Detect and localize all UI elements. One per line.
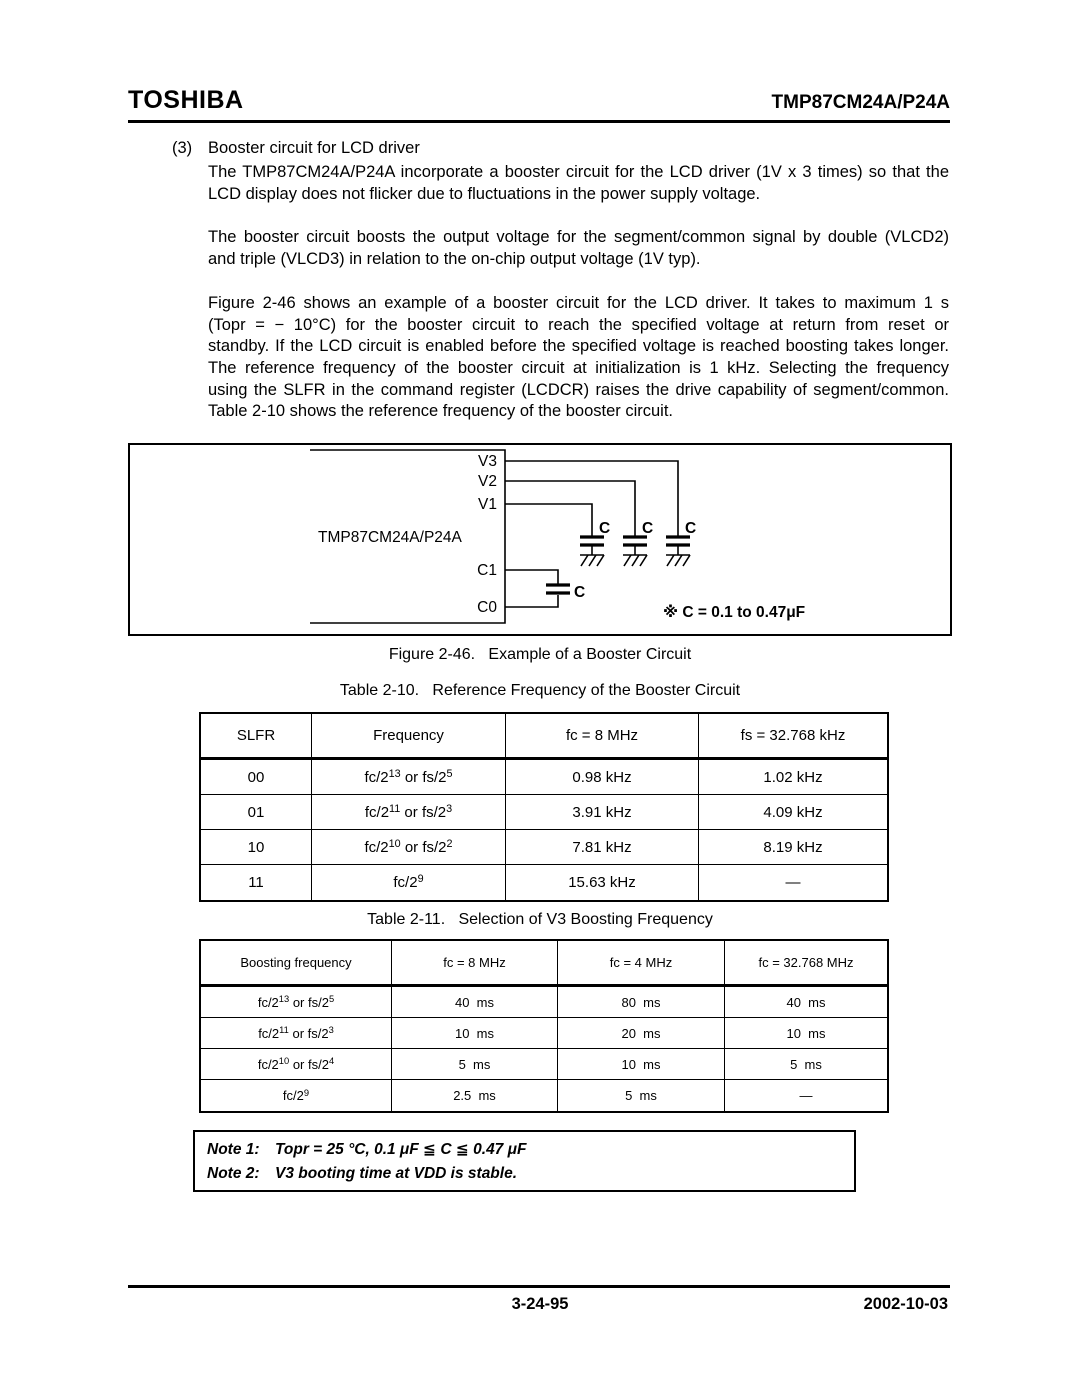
capacitor-icon (623, 537, 647, 566)
table-cell (506, 830, 699, 865)
cell-text: 80 ms (621, 994, 661, 1010)
paragraph (208, 227, 949, 270)
table-cell (201, 1018, 392, 1049)
note-text: V3 booting time at VDD is stable. (275, 1165, 518, 1182)
header-rule (128, 120, 950, 123)
table-reference-frequency (199, 712, 889, 902)
table-cell (725, 1049, 887, 1080)
cell-text: 8.19 kHz (763, 838, 823, 856)
toshiba-logo: TOSHIBA (128, 86, 244, 114)
cell-text: 3.91 kHz (572, 803, 632, 821)
section-number: (3) (172, 139, 193, 157)
cell-text: SLFR (236, 727, 276, 744)
footer-rule (128, 1285, 950, 1288)
cell-text: 01 (247, 803, 265, 821)
figure-box (128, 443, 952, 636)
table-header-cell (312, 714, 506, 760)
table-header-cell (506, 714, 699, 760)
cell-text: fc = 4 MHz (609, 955, 673, 970)
cell-text: 10 ms (454, 1025, 494, 1041)
table-cell (312, 760, 506, 795)
table-cell (699, 865, 887, 900)
table-header-cell (699, 714, 887, 760)
note-label: Note 2: (207, 1165, 260, 1182)
note-text: Topr = 25 °C, 0.1 μF ≦ C ≦ 0.47 μF (275, 1141, 527, 1158)
pin-c0-label: C0 (477, 599, 497, 616)
table-cell (392, 1018, 558, 1049)
table-cell (201, 1049, 392, 1080)
table-cell (699, 760, 887, 795)
booster-circuit-diagram (130, 445, 950, 634)
chip-label: TMP87CM24A/P24A (318, 529, 462, 546)
cell-text: Frequency (373, 727, 444, 744)
cap-label: C (685, 520, 697, 537)
cell-text: 4.09 kHz (763, 803, 823, 821)
capacitance-note: ※ C = 0.1 to 0.47μF (663, 604, 806, 621)
ground-icon (667, 555, 690, 566)
cell-text: 10 ms (621, 1056, 661, 1072)
cell-text: 7.81 kHz (572, 838, 632, 856)
table-cell (506, 795, 699, 830)
cell-text: 5 ms (790, 1056, 822, 1072)
table-2-10-caption: Table 2-10. Reference Frequency of the Booster Circuit (339, 682, 741, 699)
paragraphs (208, 162, 949, 423)
cell-text: 10 ms (786, 1025, 826, 1041)
note-item (207, 1138, 854, 1162)
table-cell (558, 987, 725, 1018)
ground-icon (581, 555, 604, 566)
cell-text: fc = 8 MHz (565, 727, 639, 744)
table-cell (392, 1049, 558, 1080)
footer-page-number: 3-24-95 (511, 1295, 569, 1313)
section-title: Booster circuit for LCD driver (208, 139, 420, 157)
cell-text: 20 ms (621, 1025, 661, 1041)
table-cell (201, 987, 392, 1018)
table-cell (392, 987, 558, 1018)
cell-text: Boosting frequency (240, 955, 352, 970)
table-boosting-frequency (199, 939, 889, 1113)
note-label: Note 1: (207, 1141, 260, 1158)
text-line: Figure 2-46 shows an example of a booster circuit for the LCD driver. It takes to maximum 1 s (208, 293, 949, 312)
table-cell (725, 987, 887, 1018)
text-line: Table 2-10 shows the reference frequency of the booster circuit. (208, 402, 674, 421)
capacitor-icon (666, 537, 690, 566)
cell-text: 40 ms (786, 994, 826, 1010)
pin-v1-label: V1 (478, 496, 497, 513)
table-cell (201, 1080, 392, 1111)
paragraph (208, 293, 949, 423)
cell-text: 40 ms (454, 994, 494, 1010)
cell-text: $fc/2^9$ (393, 873, 424, 891)
cell-text: 5 ms (625, 1088, 657, 1103)
cap-label: C (599, 520, 611, 537)
cell-text: $fc/2^{11}$ or $fs/2^3$ (258, 1025, 334, 1041)
table-cell (312, 865, 506, 900)
table-cell (699, 795, 887, 830)
text-line: LCD display does not flicker due to fluctuations in the power supply voltage. (208, 184, 761, 203)
ground-icon (624, 555, 647, 566)
cell-text: 1.02 kHz (763, 768, 823, 786)
table-cell (201, 760, 312, 795)
text-line: using the SLFR in the command register (LCDCR) raises the drive capability of segment/common. (208, 380, 949, 399)
table-cell (312, 795, 506, 830)
table-cell (201, 795, 312, 830)
table-cell (201, 830, 312, 865)
text-line: (Topr = − 10°C) for the booster circuit to reach the specified voltage at return from reset or (208, 315, 949, 334)
cell-text: 0.98 kHz (572, 768, 632, 786)
cell-text: — (785, 874, 801, 891)
cell-text: $fc/2^{13}$ or $fs/2^5$ (364, 767, 453, 786)
text-line: standby. If the LCD circuit is enabled before the specified voltage is reached boosting takes longer. (208, 337, 949, 356)
pin-v2-label: V2 (478, 473, 497, 490)
table-cell (506, 760, 699, 795)
cell-text: fc = 32.768 MHz (758, 955, 854, 970)
cell-text: 15.63 kHz (568, 874, 636, 891)
pin-v3-label: V3 (478, 453, 497, 470)
table-header-cell (558, 941, 725, 987)
cell-text: $fc/2^{10}$ or $fs/2^2$ (364, 837, 453, 856)
table-cell (725, 1080, 887, 1111)
cell-text: 10 (247, 838, 265, 856)
cell-text: 00 (247, 768, 265, 786)
cell-text: 2.5 ms (453, 1088, 496, 1103)
cap-label: C (642, 520, 654, 537)
table-cell (201, 865, 312, 900)
cap-label: C (574, 584, 586, 601)
cell-text: — (799, 1088, 813, 1103)
capacitor-icon (580, 537, 604, 566)
text-line: The booster circuit boosts the output voltage for the segment/common signal by double (VLCD2) (208, 228, 949, 247)
part-number: TMP87CM24A/P24A (771, 92, 950, 113)
table-cell (392, 1080, 558, 1111)
table-cell (506, 865, 699, 900)
table-header-cell (201, 941, 392, 987)
figure-caption: Figure 2-46. Example of a Booster Circuit (388, 646, 692, 663)
table-cell (725, 1018, 887, 1049)
table-header-cell (392, 941, 558, 987)
table-cell (558, 1018, 725, 1049)
text-line: and triple (VLCD3) in relation to the on-chip output voltage (1V typ). (208, 250, 701, 269)
capacitor-icon (546, 585, 570, 593)
table-2-11-caption: Table 2-11. Selection of V3 Boosting Frequency (367, 911, 713, 928)
pin-c1-label: C1 (477, 562, 497, 579)
cell-text: 11 (248, 874, 264, 891)
text-line: The reference frequency of the booster circuit at initialization is 1 kHz. Selecting the frequency (208, 358, 949, 377)
text-line: The TMP87CM24A/P24A incorporate a booster circuit for the LCD driver (1V x 3 times) so that the (208, 163, 949, 181)
table-cell (558, 1049, 725, 1080)
table-header-cell (201, 714, 312, 760)
footer-date: 2002-10-03 (863, 1295, 948, 1313)
paragraph (208, 162, 949, 205)
cell-text: $fc/2^9$ (282, 1087, 310, 1103)
notes-box (193, 1130, 856, 1192)
table-cell (558, 1080, 725, 1111)
cell-text: fc = 8 MHz (443, 955, 506, 970)
cell-text: $fc/2^{11}$ or $fs/2^3$ (364, 802, 453, 821)
cell-text: $fc/2^{13}$ or $fs/2^5$ (257, 994, 335, 1010)
table-header-cell (725, 941, 887, 987)
section-heading (172, 139, 420, 158)
table-cell (312, 830, 506, 865)
cell-text: 5 ms (458, 1056, 491, 1072)
note-item (207, 1162, 854, 1186)
cell-text: $fc/2^{10}$ or $fs/2^4$ (257, 1056, 335, 1072)
cell-text: fs = 32.768 kHz (740, 727, 846, 744)
table-cell (699, 830, 887, 865)
